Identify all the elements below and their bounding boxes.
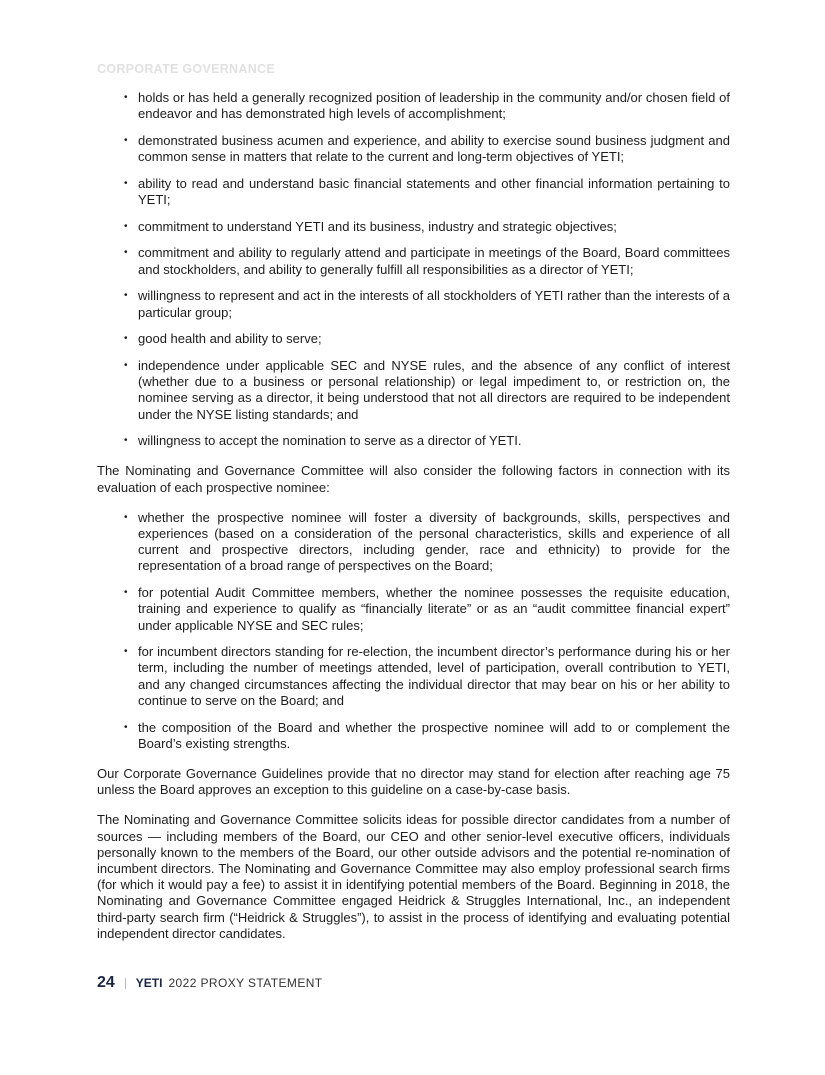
- list-item: • holds or has held a generally recognized position of leadership in the community and/or chosen field of endeavor and has demonstrated high levels of accomplishment;: [138, 90, 730, 122]
- list-item: • willingness to accept the nomination to serve as a director of YETI.: [138, 433, 730, 449]
- list-item: • independence under applicable SEC and NYSE rules, and the absence of any conflict of interest (whether due to a business or personal relationship) or legal impediment to, or restriction on, the nominee serving as a director, it being understood that not all directors are required to be independent under the NYSE listing standards; and: [138, 358, 730, 423]
- footer-divider: [125, 978, 126, 989]
- candidate-sources-paragraph: The Nominating and Governance Committee solicits ideas for possible director candidates from a number of sources — including members of the Board, our CEO and other senior-level executive officers, individuals personally known to the members of the Board, our other outside advisors and the potential re-nomination of incumbent directors. The Nominating and Governance Committee may also employ professional search firms (for which it would pay a fee) to assist it in identifying potential members of the Board. Beginning in 2018, the Nominating and Governance Committee engaged Heidrick & Struggles International, Inc., an independent third-party search firm (“Heidrick & Struggles”), to assist in the process of identifying and evaluating potential independent director candidates.: [97, 812, 730, 941]
- footer-document-title: 2022 PROXY STATEMENT: [168, 976, 323, 990]
- list-item: • whether the prospective nominee will foster a diversity of backgrounds, skills, perspectives and experiences (based on a consideration of the personal characteristics, skills and experience of all current and prospective directors, including gender, race and ethnicity) to provide for the representation of a broad range of perspectives on the Board;: [138, 510, 730, 575]
- list-item: • commitment to understand YETI and its business, industry and strategic objectives;: [138, 219, 730, 235]
- page-footer: [97, 974, 323, 992]
- list-item: • for incumbent directors standing for re-election, the incumbent director’s performance during his or her term, including the number of meetings attended, level of participation, overall contribution to YETI, and any changed circumstances affecting the individual director that may bear on his or her ability to continue to serve on the Board; and: [138, 644, 730, 709]
- list-item: • good health and ability to serve;: [138, 331, 730, 347]
- footer-brand: YETI: [135, 976, 163, 990]
- criteria-list: [97, 90, 730, 449]
- page-content: [97, 90, 730, 942]
- list-item: • for potential Audit Committee members, whether the nominee possesses the requisite education, training and experience to qualify as “financially literate” or as an “audit committee financial expert” under applicable NYSE and SEC rules;: [138, 585, 730, 634]
- list-item: • ability to read and understand basic financial statements and other financial information pertaining to YETI;: [138, 176, 730, 208]
- list-item: • demonstrated business acumen and experience, and ability to exercise sound business judgment and common sense in matters that relate to the current and long-term objectives of YETI;: [138, 133, 730, 165]
- age-limit-paragraph: Our Corporate Governance Guidelines provide that no director may stand for election after reaching age 75 unless the Board approves an exception to this guideline on a case-by-case basis.: [97, 766, 730, 798]
- page-number: 24: [97, 974, 115, 991]
- list-item: • willingness to represent and act in the interests of all stockholders of YETI rather than the interests of a particular group;: [138, 288, 730, 320]
- factors-list: [97, 510, 730, 752]
- factors-intro-paragraph: The Nominating and Governance Committee will also consider the following factors in connection with its evaluation of each prospective nominee:: [97, 463, 730, 495]
- list-item: • the composition of the Board and whether the prospective nominee will add to or complement the Board’s existing strengths.: [138, 720, 730, 752]
- list-item: • commitment and ability to regularly attend and participate in meetings of the Board, Board committees and stockholders, and ability to generally fulfill all responsibilities as a director of YETI;: [138, 245, 730, 277]
- section-header: CORPORATE GOVERNANCE: [97, 62, 276, 76]
